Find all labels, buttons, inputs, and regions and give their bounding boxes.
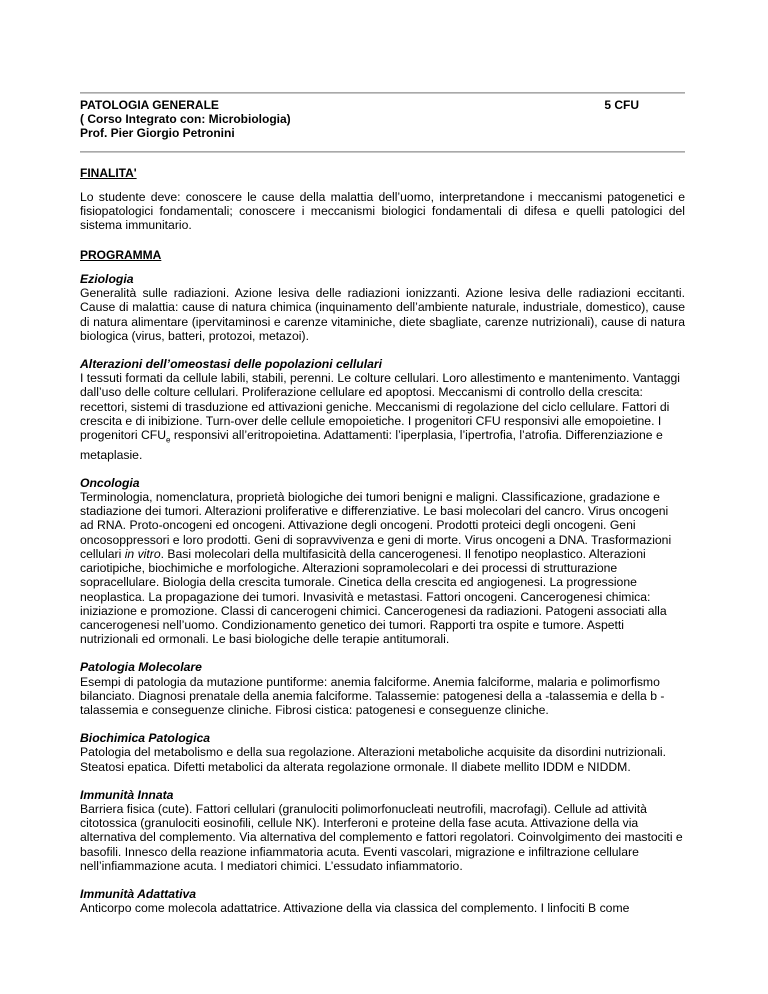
- section-biochimica-patologica: [80, 731, 685, 774]
- section-text: Barriera fisica (cute). Fattori cellulari (granulociti polimorfonucleati neutrofili, macrofagi). Cellule ad attività citotossica (granulociti eosinofili, cellule NK). Interferoni e proteine della fase acuta. Attivazione della via alternativa del complemento. Via alternativa del complemento e fattori regolatori. Coinvolgimento dei mastociti e basofili. Innesco della reazione infiammatoria acuta. Eventi vascolari, migrazione e infiltrazione cellulare nell’infiammazione acuta. I mediatori chimici. L’essudato infiammatorio.: [80, 801, 683, 873]
- section-patologia-molecolare: [80, 660, 685, 717]
- section-heading: Alterazioni dell’omeostasi delle popolazioni cellulari: [80, 357, 383, 372]
- section-heading: Immunità Innata: [80, 787, 174, 802]
- section-text: [80, 490, 685, 646]
- course-integrated: ( Corso Integrato con: Microbiologia): [80, 112, 291, 126]
- section-text: Patologia del metabolismo e della sua regolazione. Alterazioni metaboliche acquisite da disordini nutrizionali. Steatosi epatica. Difetti metabolici da alterata regolazione ormonale. Il diabete mellito IDDM e NIDDM.: [80, 745, 667, 774]
- section-heading: Eziologia: [80, 272, 134, 286]
- section-text: [80, 371, 685, 462]
- programma-body: [80, 258, 685, 915]
- section-heading: Oncologia: [80, 475, 140, 490]
- section-heading: Biochimica Patologica: [80, 731, 211, 746]
- section-eziologia: [80, 272, 685, 343]
- text-part: responsivi all’eritropoietina. Adattamenti: l’iperplasia, l’ipertrofia, l’atrofia. Differenziazione e metaplasie.: [80, 428, 663, 462]
- header-bottom-rule: [80, 151, 685, 153]
- finalita-heading: FINALITA': [80, 166, 137, 180]
- finalita-text: [80, 190, 685, 233]
- italic-term: in vitro: [124, 546, 161, 561]
- text-part: . Basi molecolari della multifasicità della cancerogenesi. Il fenotipo neoplastico. Alterazioni cariotipiche, biochimiche e morfologiche. Alterazioni sopramolecolari e dei processi di strutturazione sopracellulare. Biologia della crescita tumorale. Cinetica della crescita ed angiogenesi. La progressione neoplastica. La propagazione dei tumori. Invasività e metastasi. Fattori oncogeni. Cancerogenesi chimica: iniziazione e promozione. Classi di cancerogeni chimici. Cancerogenesi da radiazioni. Patogeni associati alla cancerogenesi nell’uomo. Condizionamento genetico dei tumori. Rapporti tra ospite e tumore. Aspetti nutrizionali ed ormonali. Le basi biologiche delle terapie antitumorali.: [80, 546, 667, 647]
- section-heading: Patologia Molecolare: [80, 660, 202, 675]
- course-title: PATOLOGIA GENERALE: [80, 98, 219, 112]
- credits-label: 5 CFU: [604, 98, 639, 112]
- course-header: [80, 98, 685, 140]
- section-omeostasi: [80, 357, 685, 462]
- section-text: Anticorpo come molecola adattatrice. Attivazione della via classica del complemento. I linfociti B come: [80, 901, 630, 916]
- professor-name: Prof. Pier Giorgio Petronini: [80, 126, 235, 140]
- finalita-paragraph: Lo studente deve: conoscere le cause della malattia dell’uomo, interpretandone i meccanismi patogenetici e fisiopatologici fondamentali; conoscere i meccanismi biologici fondamentali di difesa e quelli patologici del sistema immunitario.: [80, 190, 685, 233]
- text-part: Terminologia, nomenclatura, proprietà biologiche dei tumori benigni e maligni. Classificazione, gradazione e stadiazione dei tumori. Alterazioni proliferative e differenziative. Le basi molecolari del cancro. Virus oncogeni ad RNA. Proto-oncogeni ed oncogeni. Attivazione degli oncogeni. Prodotti proteici degli oncogeni. Geni oncosoppressori e loro prodotti. Geni di sopravvivenza e geni di morte. Virus oncogeni a DNA. Trasformazioni cellulari: [80, 490, 672, 561]
- section-immunita-innata: [80, 788, 685, 873]
- section-text: Generalità sulle radiazioni. Azione lesiva delle radiazioni ionizzanti. Azione lesiva delle radiazioni eccitanti. Cause di malattia: cause di natura chimica (inquinamento dell’ambiente naturale, industriale, domestico), cause di natura alimentare (ipervitaminosi e carenze vitaminiche, diete sbagliate, carenze nutrizionali), cause di natura biologica (virus, batteri, protozoi, metazoi).: [80, 286, 685, 343]
- section-text: Esempi di patologia da mutazione puntiforme: anemia falciforme. Anemia falciforme, malaria e polimorfismo bilanciato. Diagnosi prenatale della anemia falciforme. Talassemie: patogenesi della a -talassemia e della b -talassemia e conseguenze cliniche. Fibrosi cistica: patogenesi e conseguenze cliniche.: [80, 674, 665, 717]
- section-oncologia: [80, 476, 685, 646]
- programma-heading: PROGRAMMA: [80, 248, 162, 262]
- top-rule: [80, 92, 685, 94]
- section-heading: Immunità Adattativa: [80, 886, 197, 901]
- section-immunita-adattativa: [80, 887, 685, 915]
- text-part: I tessuti formati da cellule labili, stabili, perenni. Le colture cellulari. Loro allestimento e mantenimento. Vantaggi dall’uso delle colture cellulari. Proliferazione cellulare ed apoptosi. Meccanismi di controllo della crescita: recettori, sistemi di trasduzione ed attivazioni geniche. Meccanismi di regolazione del ciclo cellulare. Fattori di crescita e di inibizione. Turn-over delle cellule emopoietiche. I progenitori CFU responsivi alle emopoietine. I progenitori CFU: [80, 371, 680, 443]
- subscript-e: e: [166, 435, 171, 445]
